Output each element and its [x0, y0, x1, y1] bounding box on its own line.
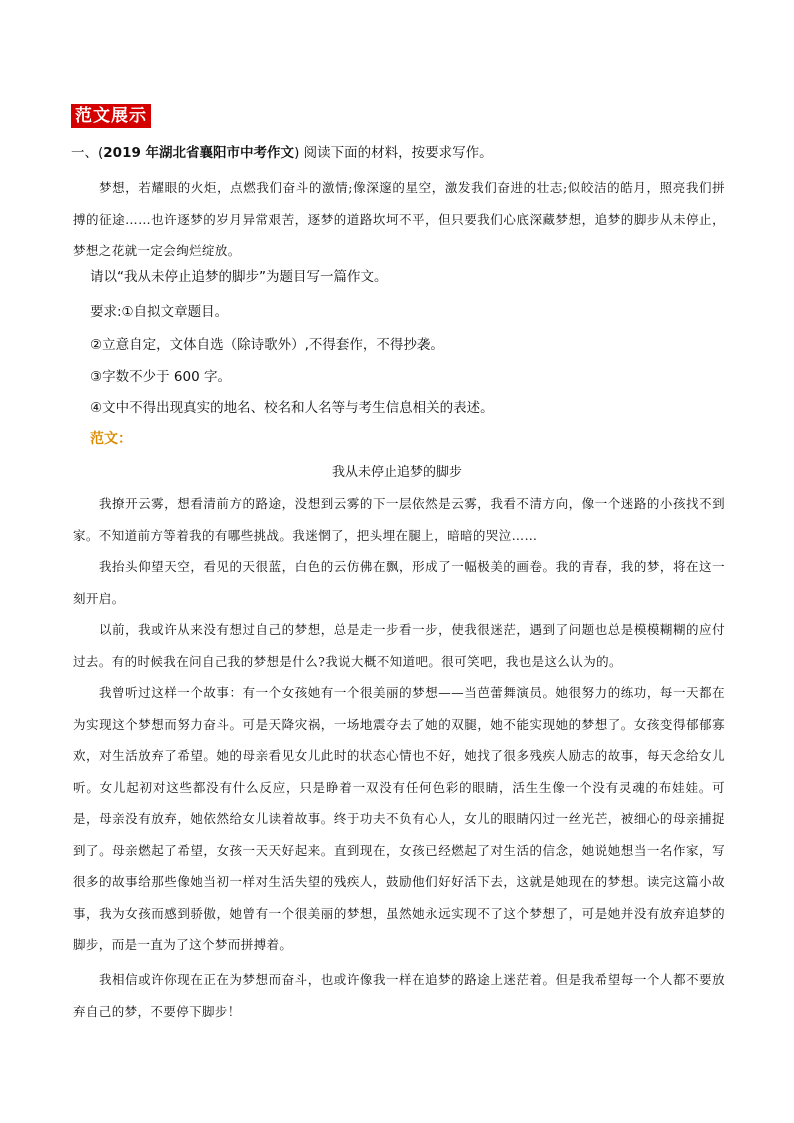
- question-heading: [71, 144, 731, 162]
- question-suffix: ) 阅读下面的材料，按要求写作。: [294, 145, 493, 161]
- material-paragraph: 梦想，若耀眼的火炬，点燃我们奋斗的激情;像深邃的星空，激发我们奋进的壮志;似皎洁的皓月，照亮我们拼搏的征途……也许逐梦的岁月异常艰苦，逐梦的道路坎坷不平，但只要我们心底深藏梦想，追梦的脚步从未停止，梦想之花就一定会绚烂绽放。: [73, 180, 725, 258]
- essay-paragraph: 以前，我或许从来没有想过自己的梦想，总是走一步看一步，使我很迷茫，遇到了问题也总是模模糊糊的应付过去。有的时候我在问自己我的梦想是什么?我说大概不知道吧。很可笑吧，我也是这么认为的。: [73, 622, 725, 669]
- essay-paragraph: 我曾听过这样一个故事：有一个女孩她有一个很美丽的梦想——当芭蕾舞演员。她很努力的练功，每一天都在为实现这个梦想而努力奋斗。可是天降灾祸，一场地震夺去了她的双腿，她不能实现她的梦想了。女孩变得郁郁寡欢，对生活放弃了希望。她的母亲看见女儿此时的状态心情也不好，她找了很多残疾人励志的故事，每天念给女儿听。女儿起初对这些都没有什么反应，只是睁着一双没有任何色彩的眼睛，活生生像一个没有灵魂的布娃娃。可是，母亲没有放弃，她依然给女儿读着故事。终于功夫不负有心人，女儿的眼睛闪过一丝光芒，被细心的母亲捕捉到了。母亲燃起了希望，女孩一天天好起来。直到现在，女孩已经燃起了对生活的信念，她说她想当一名作家，写很多的故事给那些像她当初一样对生活失望的残疾人，鼓励他们好好活下去，这就是她现在的梦想。读完这篇小故事，我为女孩而感到骄傲，她曾有一个很美丽的梦想，虽然她永远实现不了这个梦想了，可是她并没有放弃追梦的脚步，而是一直为了这个梦而拼搏着。: [73, 685, 725, 952]
- requirement-item: ④文中不得出现真实的地名、校名和人名等与考生信息相关的表述。: [90, 400, 494, 416]
- requirement-item: ②立意自定，文体自选（除诗歌外）,不得套作，不得抄袭。: [90, 337, 444, 353]
- question-source: 2019 年湖北省襄阳市中考作文: [103, 145, 295, 161]
- question-prefix: 一、(: [71, 145, 104, 161]
- essay-title: 我从未停止追梦的脚步: [331, 465, 462, 480]
- requirement-item: 要求:①自拟文章题目。: [90, 304, 229, 320]
- essay-paragraph: 我撩开云雾，想看清前方的路途，没想到云雾的下一层依然是云雾，我看不清方向，像一个迷路的小孩找不到家。不知道前方等着我的有哪些挑战。我迷惘了，把头埋在腿上，暗暗的哭泣……: [73, 496, 725, 543]
- instruction-text: 请以“我从未停止追梦的脚步”为题目写一篇作文。: [90, 269, 388, 285]
- sample-essay-label: 范文：: [90, 431, 132, 447]
- essay-paragraph: 我抬头仰望天空，看见的天很蓝，白色的云仿佛在飘，形成了一幅极美的画卷。我的青春，我的梦，将在这一刻开启。: [73, 559, 725, 606]
- section-label-badge: 范文展示: [71, 104, 151, 128]
- requirement-item: ③字数不少于 600 字。: [90, 369, 231, 385]
- essay-paragraph: 我相信或许你现在正在为梦想而奋斗，也或许像我一样在追梦的路途上迷茫着。但是我希望每一个人都不要放弃自己的梦，不要停下脚步！: [73, 972, 725, 1019]
